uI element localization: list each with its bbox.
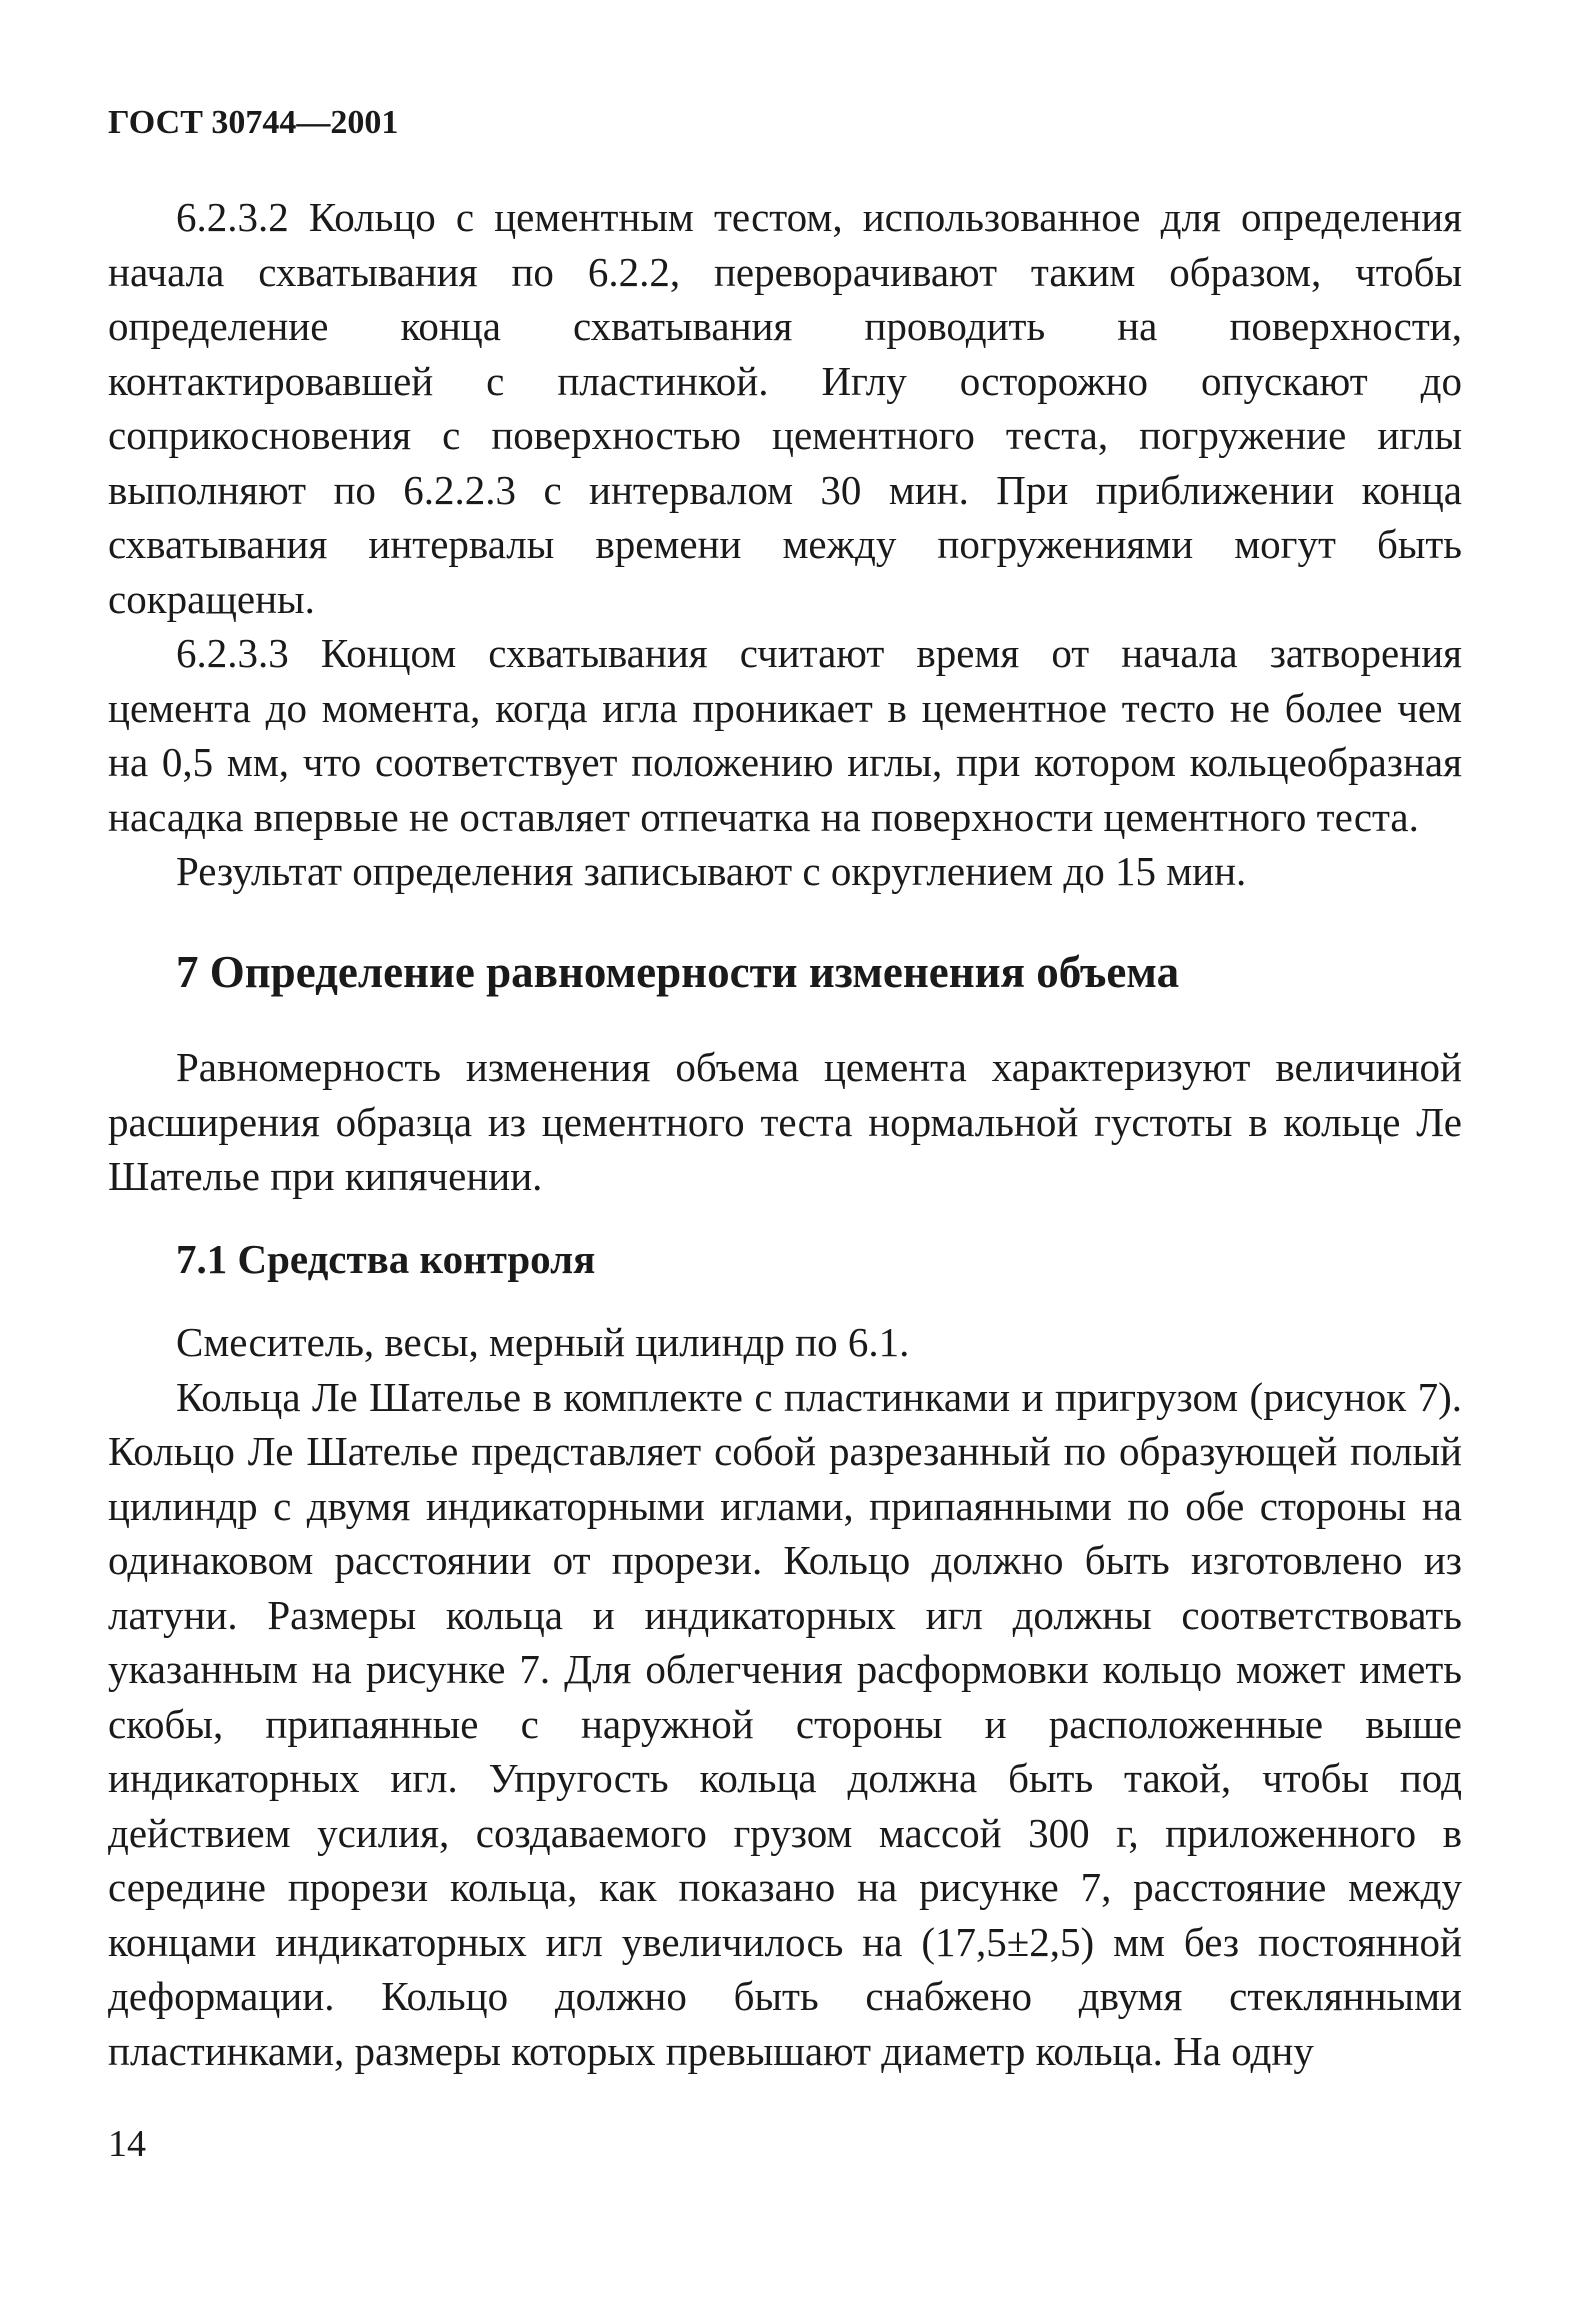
paragraph-6-2-3-3: 6.2.3.3 Концом схватывания считают время от начала затворения цемента до момента, когда игла проникает в цементное тесто не более чем на 0,5 мм, что соответствует положению иглы, при котором кольцеобразная насадка впервые не оставляет отпечатка на поверхности цементного теста.: [108, 630, 1462, 840]
section-6-text: [108, 190, 1462, 899]
section-7-heading: 7 Определение равномерности изменения объема: [176, 947, 1180, 997]
page-number: 14: [108, 2123, 146, 2165]
document-code-header: ГОСТ 30744—2001: [108, 104, 399, 141]
section-7-text: [108, 1040, 1462, 1204]
paragraph-section-7-intro: Равномерность изменения объема цемента характеризуют величиной расширения образца из цементного теста нормальной густоты в кольце Ле Шателье при кипячении.: [108, 1044, 1462, 1199]
paragraph-6-2-3-2: 6.2.3.2 Кольцо с цементным тестом, использованное для определения начала схватывания по 6.2.2, переворачивают таким образом, чтобы определение конца схватывания проводить на поверхности, контактировавшей с пластинкой. Иглу осторожно опускают до соприкосновения с поверхностью цементного теста, погружение иглы выполняют по 6.2.2.3 с интервалом 30 мин. При приближении конца схватывания интервалы времени между погружениями могут быть сокращены.: [108, 194, 1462, 622]
section-7-1-text: [108, 1315, 1462, 2078]
paragraph-le-chatelier-rings: Кольца Ле Шателье в комплекте с пластинками и пригрузом (рисунок 7). Кольцо Ле Шателье представляет собой разрезанный по образующей полый цилиндр с двумя индикаторными иглами, припаянными по обе стороны на одинаковом расстоянии от прорези. Кольцо должно быть изготовлено из латуни. Размеры кольца и индикаторных игл должны соответствовать указанным на рисунке 7. Для облегчения расформовки кольцо может иметь скобы, припаянные с наружной стороны и расположенные выше индикаторных игл. Упругость кольца должна быть такой, чтобы под действием усилия, создаваемого грузом массой 300 г, приложенного в середине прорези кольца, как показано на рисунке 7, расстояние между концами индикаторных игл увеличилось на (17,5±2,5) мм без постоянной деформации. Кольцо должно быть снабжено двумя стеклянными пластинками, размеры которых превышают диаметр кольца. На одну: [108, 1373, 1462, 2074]
paragraph-equipment: Смеситель, весы, мерный цилиндр по 6.1.: [176, 1319, 910, 1365]
section-7-1-heading: 7.1 Средства контроля: [176, 1236, 596, 1282]
paragraph-result: Результат определения записывают с округлением до 15 мин.: [176, 848, 1247, 894]
